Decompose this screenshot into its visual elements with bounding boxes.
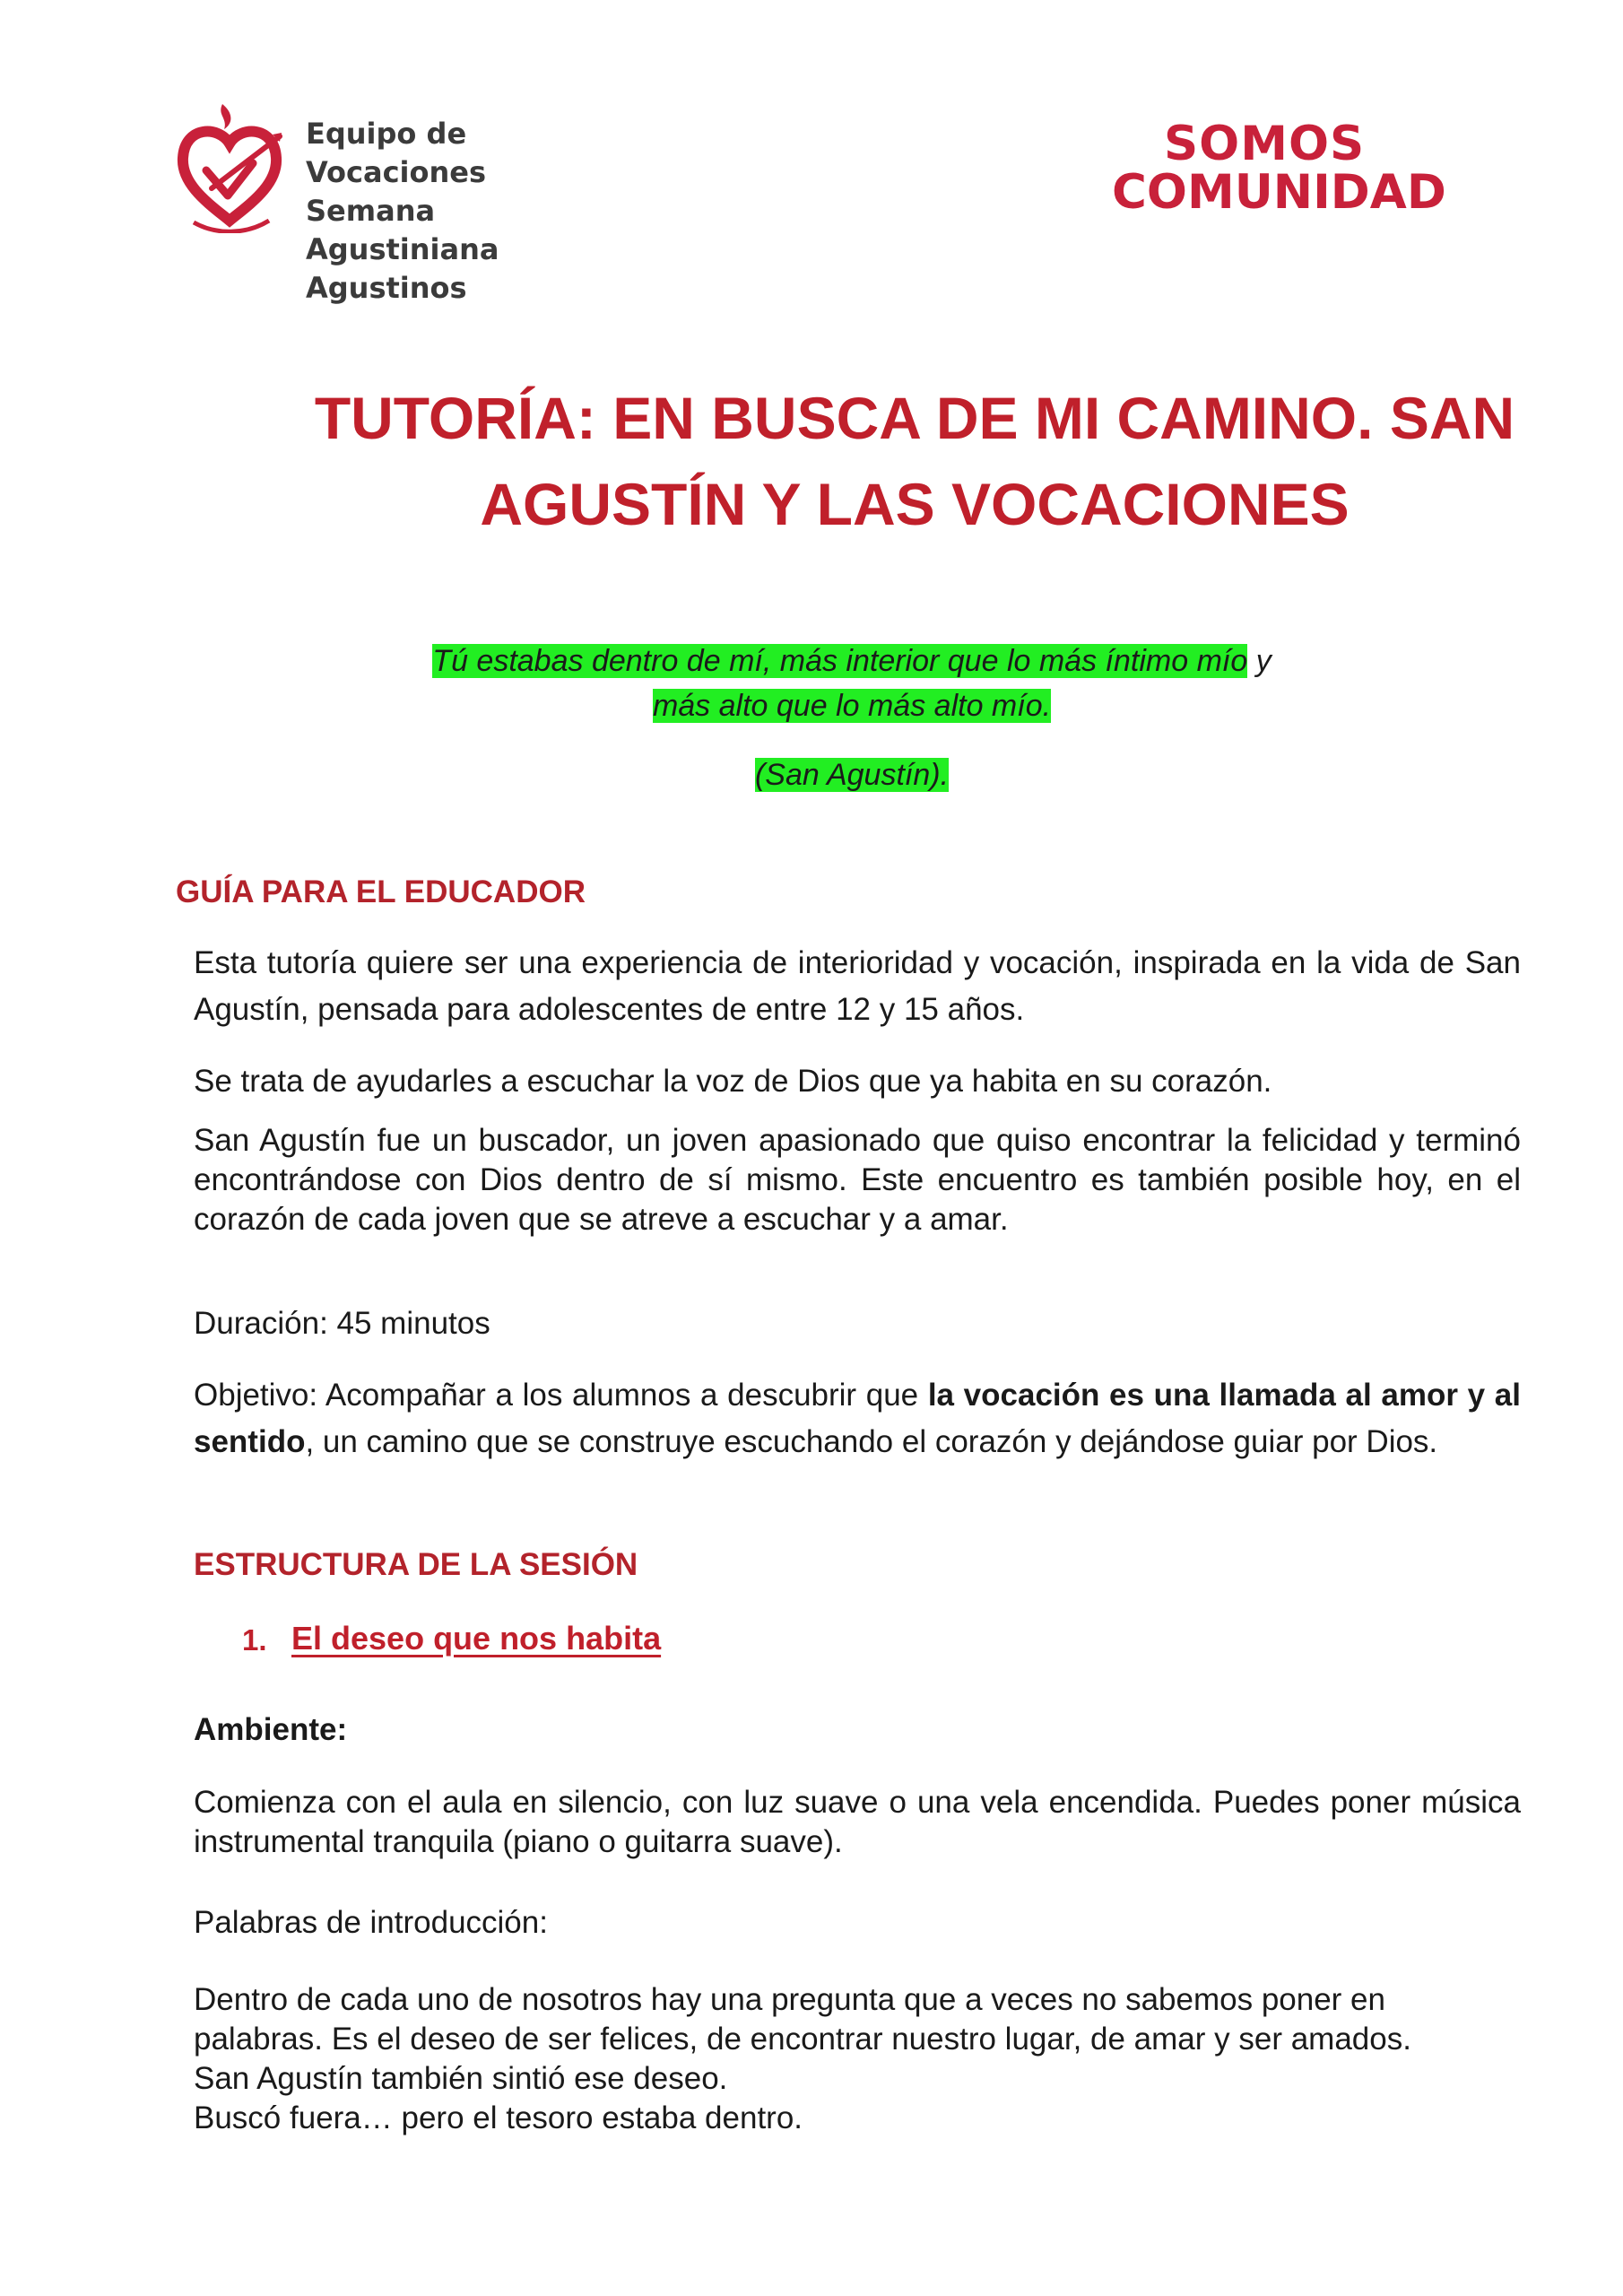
somos-comunidad-logo	[1112, 115, 1446, 240]
duration: Duración: 45 minutos	[194, 1306, 490, 1341]
ambiente-text: Comienza con el aula en silencio, con luz suave o una vela encendida. Puedes poner música instrumental tranquila (piano o guitarra suave).	[194, 1785, 1521, 1859]
intro-text	[194, 1980, 1521, 2138]
list-item-title: El deseo que nos habita	[291, 1620, 662, 1657]
objective-suffix: , un camino que se construye escuchando el corazón y dejándose guiar por Dios.	[305, 1424, 1438, 1459]
ambiente-label: Ambiente:	[194, 1712, 348, 1747]
quote-author: (San Agustín).	[754, 758, 950, 792]
page-title	[287, 375, 1542, 547]
guide-paragraph-2: Se trata de ayudarles a escuchar la voz de Dios que ya habita en su corazón.	[194, 1064, 1272, 1099]
org-line-2: Semana Agustiniana	[306, 194, 499, 266]
objective-prefix: Objetivo: Acompañar a los alumnos a descubrir que	[194, 1378, 928, 1413]
guide-paragraph-3: San Agustín fue un buscador, un joven apasionado que quiso encontrar la felicidad y terminó encontrándose con Dios dentro de sí mismo. Este encuentro es también posible hoy, en el corazón de cada joven que se atreve a escuchar y a amar.	[194, 1123, 1521, 1237]
intro-line-2: palabras. Es el deseo de ser felices, de encontrar nuestro lugar, de amar y ser amados.	[194, 2022, 1411, 2057]
quote-line-2: más alto que lo más alto mío.	[652, 689, 1052, 723]
org-line-3: Agustinos	[306, 271, 467, 305]
structure-heading: ESTRUCTURA DE LA SESIÓN	[194, 1547, 638, 1582]
agustinos-logo	[176, 99, 624, 305]
title-line-2: AGUSTÍN Y LAS VOCACIONES	[480, 471, 1350, 537]
intro-line-3: San Agustín también sintió ese deseo.	[194, 2061, 728, 2096]
quote-block	[269, 639, 1435, 728]
title-line-1: TUTORÍA: EN BUSCA DE MI CAMINO. SAN	[314, 385, 1515, 451]
quote-author-row	[269, 758, 1435, 793]
organization-name	[306, 115, 624, 308]
objective-bold: la vocación es una llamada al amor y al sentido	[194, 1378, 1521, 1459]
intro-line-4: Buscó fuera… pero el tesoro estaba dentro.	[194, 2100, 803, 2135]
guide-heading: GUÍA PARA EL EDUCADOR	[176, 874, 586, 909]
list-item-number: 1.	[242, 1623, 267, 1657]
guide-paragraph-1: Esta tutoría quiere ser una experiencia de interioridad y vocación, inspirada en la vida de San Agustín, pensada para adolescentes de entre 12 y 15 años.	[194, 945, 1521, 1027]
objective-paragraph	[194, 1372, 1521, 1465]
heart-book-icon	[176, 99, 283, 233]
org-line-1: Equipo de Vocaciones	[306, 117, 487, 189]
intro-label: Palabras de introducción:	[194, 1905, 548, 1940]
quote-line-1: Tú estabas dentro de mí, más interior que lo más íntimo mío	[432, 644, 1248, 678]
quote-line-1-tail: y	[1247, 644, 1271, 678]
brand-line-2: COMUNIDAD	[1112, 165, 1446, 220]
brand-line-1: SOMOS	[1164, 117, 1366, 171]
intro-line-1: Dentro de cada uno de nosotros hay una pregunta que a veces no sabemos poner en	[194, 1982, 1385, 2017]
